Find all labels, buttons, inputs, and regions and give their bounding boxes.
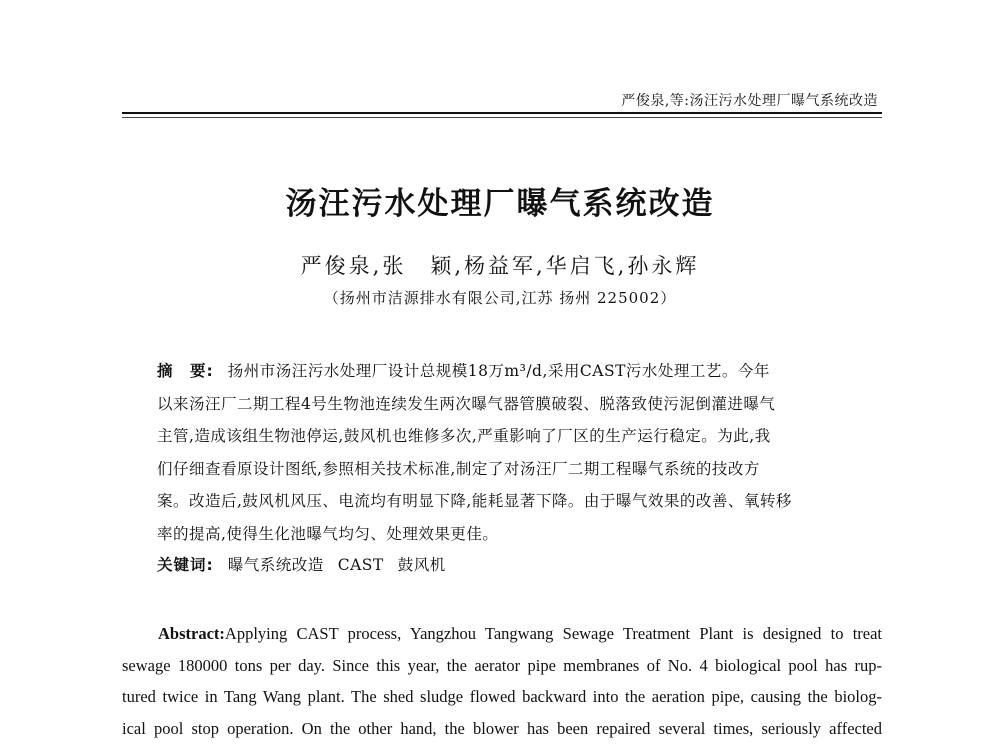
keywords-label: 关键词: <box>157 556 214 574</box>
affiliation: （扬州市洁源排水有限公司,江苏 扬州 225002） <box>0 287 1000 308</box>
abstract-en-label: Abstract: <box>158 624 225 643</box>
abstract-en-line: sewage 180000 tons per day. Since this year, the aerator pipe membranes of No. 4 biological pool has rup- <box>122 650 882 682</box>
abstract-english <box>122 618 882 744</box>
paper-title: 汤汪污水处理厂曝气系统改造 <box>0 178 1000 223</box>
abstract-en-line: tured twice in Tang Wang plant. The shed sludge flowed backward into the aeration pipe, causing the biolog- <box>122 681 882 713</box>
keywords <box>157 553 857 575</box>
abstract-cn-line: 们仔细查看原设计图纸,参照相关技术标准,制定了对汤汪厂二期工程曝气系统的技改方 <box>157 453 857 486</box>
header-rule <box>122 112 882 114</box>
abstract-cn-line: 率的提高,使得生化池曝气均匀、处理效果更佳。 <box>157 518 857 551</box>
abstract-chinese <box>157 355 857 550</box>
abstract-cn-line: 案。改造后,鼓风机风压、电流均有明显下降,能耗显著下降。由于曝气效果的改善、氧转移 <box>157 485 857 518</box>
abstract-cn-line: 主管,造成该组生物池停运,鼓风机也维修多次,严重影响了厂区的生产运行稳定。为此,我 <box>157 420 857 453</box>
abstract-cn-line <box>157 355 857 388</box>
abstract-cn-text: 扬州市汤汪污水处理厂设计总规模18万m³/d,采用CAST污水处理工艺。今年 <box>228 362 770 380</box>
keyword: 鼓风机 <box>398 556 446 574</box>
abstract-cn-line: 以来汤汪厂二期工程4号生物池连续发生两次曝气器管膜破裂、脱落致使污泥倒灌进曝气 <box>157 388 857 421</box>
header-rule-thin <box>122 117 882 118</box>
keyword: 曝气系统改造 <box>228 556 324 574</box>
keyword: CAST <box>338 556 384 574</box>
author-list: 严俊泉,张 颖,杨益军,华启飞,孙永辉 <box>0 250 1000 280</box>
abstract-cn-label: 摘 要: <box>157 362 214 380</box>
running-header: 严俊泉,等:汤汪污水处理厂曝气系统改造 <box>621 90 878 110</box>
abstract-en-text: Applying CAST process, Yangzhou Tangwang Sewage Treatment Plant is designed to treat <box>225 624 882 643</box>
abstract-en-line: ical pool stop operation. On the other hand, the blower has been repaired several times, seriously affected <box>122 713 882 744</box>
abstract-en-line <box>122 618 882 650</box>
